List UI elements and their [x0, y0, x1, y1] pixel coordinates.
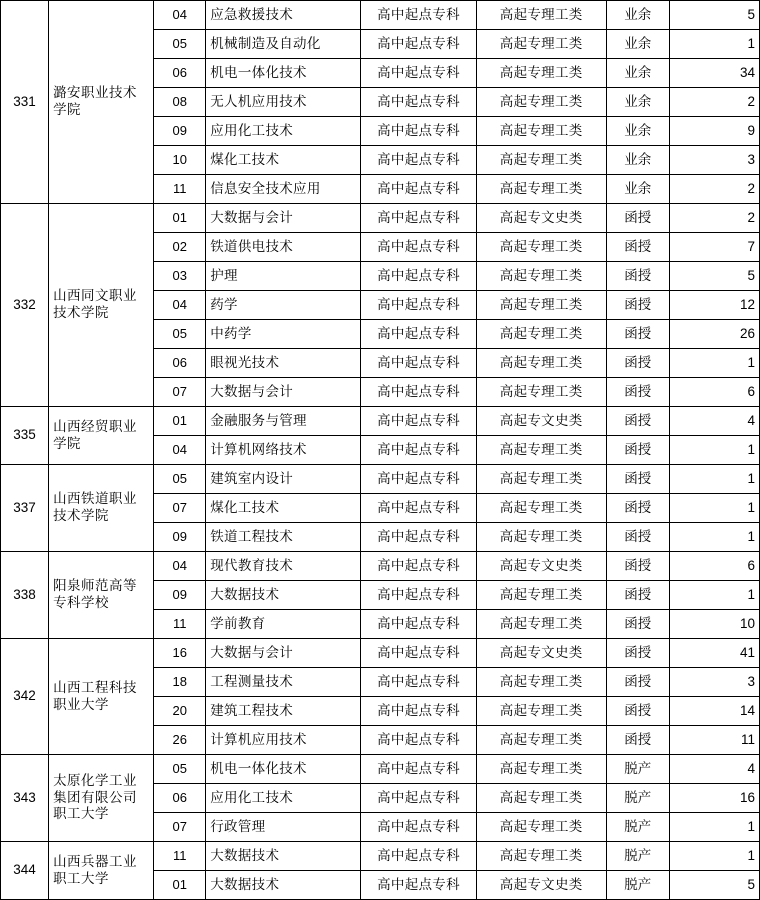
plan-number-cell: 1	[669, 581, 759, 610]
major-name-cell: 眼视光技术	[206, 349, 361, 378]
level-cell: 高中起点专科	[361, 494, 476, 523]
major-name-cell: 铁道工程技术	[206, 523, 361, 552]
major-code-cell: 09	[154, 117, 206, 146]
category-cell: 高起专理工类	[476, 755, 606, 784]
school-name-cell: 潞安职业技术学院	[49, 1, 154, 204]
major-name-cell: 应用化工技术	[206, 117, 361, 146]
study-form-cell: 函授	[606, 552, 669, 581]
table-row	[1, 1, 760, 30]
plan-number-cell: 1	[669, 465, 759, 494]
level-cell: 高中起点专科	[361, 407, 476, 436]
category-cell: 高起专理工类	[476, 668, 606, 697]
category-cell: 高起专文史类	[476, 639, 606, 668]
level-cell: 高中起点专科	[361, 668, 476, 697]
level-cell: 高中起点专科	[361, 552, 476, 581]
major-code-cell: 02	[154, 233, 206, 262]
category-cell: 高起专理工类	[476, 784, 606, 813]
category-cell: 高起专理工类	[476, 59, 606, 88]
major-code-cell: 09	[154, 523, 206, 552]
level-cell: 高中起点专科	[361, 726, 476, 755]
major-code-cell: 09	[154, 581, 206, 610]
level-cell: 高中起点专科	[361, 320, 476, 349]
level-cell: 高中起点专科	[361, 378, 476, 407]
category-cell: 高起专理工类	[476, 30, 606, 59]
category-cell: 高起专理工类	[476, 523, 606, 552]
school-code-cell: 331	[1, 1, 49, 204]
table-row	[1, 842, 760, 871]
major-code-cell: 05	[154, 320, 206, 349]
category-cell: 高起专理工类	[476, 581, 606, 610]
level-cell: 高中起点专科	[361, 262, 476, 291]
major-code-cell: 11	[154, 842, 206, 871]
plan-number-cell: 1	[669, 494, 759, 523]
plan-number-cell: 14	[669, 697, 759, 726]
level-cell: 高中起点专科	[361, 842, 476, 871]
major-code-cell: 26	[154, 726, 206, 755]
study-form-cell: 函授	[606, 639, 669, 668]
major-name-cell: 大数据技术	[206, 842, 361, 871]
table-row	[1, 552, 760, 581]
major-code-cell: 07	[154, 813, 206, 842]
major-code-cell: 06	[154, 784, 206, 813]
major-name-cell: 金融服务与管理	[206, 407, 361, 436]
major-code-cell: 11	[154, 610, 206, 639]
level-cell: 高中起点专科	[361, 291, 476, 320]
major-code-cell: 01	[154, 204, 206, 233]
level-cell: 高中起点专科	[361, 697, 476, 726]
major-code-cell: 07	[154, 378, 206, 407]
major-name-cell: 学前教育	[206, 610, 361, 639]
major-name-cell: 大数据技术	[206, 871, 361, 900]
major-code-cell: 04	[154, 436, 206, 465]
plan-number-cell: 4	[669, 407, 759, 436]
plan-number-cell: 2	[669, 88, 759, 117]
school-code-cell: 343	[1, 755, 49, 842]
study-form-cell: 函授	[606, 726, 669, 755]
level-cell: 高中起点专科	[361, 59, 476, 88]
major-code-cell: 20	[154, 697, 206, 726]
level-cell: 高中起点专科	[361, 523, 476, 552]
study-form-cell: 函授	[606, 378, 669, 407]
study-form-cell: 业余	[606, 175, 669, 204]
major-code-cell: 01	[154, 871, 206, 900]
plan-number-cell: 4	[669, 755, 759, 784]
table-row	[1, 639, 760, 668]
school-name-cell: 阳泉师范高等专科学校	[49, 552, 154, 639]
major-code-cell: 11	[154, 175, 206, 204]
study-form-cell: 函授	[606, 291, 669, 320]
table-row	[1, 204, 760, 233]
major-code-cell: 08	[154, 88, 206, 117]
study-form-cell: 函授	[606, 494, 669, 523]
major-name-cell: 药学	[206, 291, 361, 320]
school-code-cell: 337	[1, 465, 49, 552]
plan-number-cell: 5	[669, 871, 759, 900]
major-code-cell: 04	[154, 291, 206, 320]
study-form-cell: 业余	[606, 59, 669, 88]
major-code-cell: 06	[154, 59, 206, 88]
study-form-cell: 脱产	[606, 871, 669, 900]
plan-number-cell: 10	[669, 610, 759, 639]
study-form-cell: 函授	[606, 233, 669, 262]
level-cell: 高中起点专科	[361, 204, 476, 233]
category-cell: 高起专理工类	[476, 726, 606, 755]
level-cell: 高中起点专科	[361, 610, 476, 639]
plan-number-cell: 1	[669, 523, 759, 552]
study-form-cell: 脱产	[606, 755, 669, 784]
study-form-cell: 业余	[606, 1, 669, 30]
plan-number-cell: 26	[669, 320, 759, 349]
plan-number-cell: 41	[669, 639, 759, 668]
plan-number-cell: 1	[669, 349, 759, 378]
level-cell: 高中起点专科	[361, 175, 476, 204]
major-code-cell: 10	[154, 146, 206, 175]
major-name-cell: 无人机应用技术	[206, 88, 361, 117]
plan-number-cell: 16	[669, 784, 759, 813]
level-cell: 高中起点专科	[361, 30, 476, 59]
category-cell: 高起专理工类	[476, 262, 606, 291]
category-cell: 高起专理工类	[476, 146, 606, 175]
study-form-cell: 业余	[606, 30, 669, 59]
school-code-cell: 338	[1, 552, 49, 639]
major-name-cell: 机械制造及自动化	[206, 30, 361, 59]
level-cell: 高中起点专科	[361, 146, 476, 175]
study-form-cell: 函授	[606, 407, 669, 436]
study-form-cell: 脱产	[606, 784, 669, 813]
plan-number-cell: 1	[669, 842, 759, 871]
level-cell: 高中起点专科	[361, 784, 476, 813]
major-name-cell: 信息安全技术应用	[206, 175, 361, 204]
level-cell: 高中起点专科	[361, 1, 476, 30]
category-cell: 高起专文史类	[476, 871, 606, 900]
category-cell: 高起专文史类	[476, 407, 606, 436]
plan-number-cell: 3	[669, 668, 759, 697]
plan-number-cell: 2	[669, 204, 759, 233]
plan-number-cell: 12	[669, 291, 759, 320]
plan-number-cell: 6	[669, 552, 759, 581]
category-cell: 高起专理工类	[476, 233, 606, 262]
major-code-cell: 16	[154, 639, 206, 668]
category-cell: 高起专理工类	[476, 320, 606, 349]
study-form-cell: 函授	[606, 668, 669, 697]
study-form-cell: 函授	[606, 262, 669, 291]
plan-number-cell: 7	[669, 233, 759, 262]
major-name-cell: 应急救援技术	[206, 1, 361, 30]
category-cell: 高起专理工类	[476, 349, 606, 378]
major-name-cell: 机电一体化技术	[206, 59, 361, 88]
category-cell: 高起专理工类	[476, 436, 606, 465]
level-cell: 高中起点专科	[361, 581, 476, 610]
major-code-cell: 05	[154, 755, 206, 784]
table-row	[1, 465, 760, 494]
major-name-cell: 煤化工技术	[206, 146, 361, 175]
plan-number-cell: 3	[669, 146, 759, 175]
category-cell: 高起专理工类	[476, 842, 606, 871]
level-cell: 高中起点专科	[361, 639, 476, 668]
major-name-cell: 行政管理	[206, 813, 361, 842]
major-name-cell: 大数据技术	[206, 581, 361, 610]
plan-number-cell: 2	[669, 175, 759, 204]
major-name-cell: 工程测量技术	[206, 668, 361, 697]
plan-number-cell: 5	[669, 262, 759, 291]
plan-number-cell: 1	[669, 813, 759, 842]
category-cell: 高起专理工类	[476, 697, 606, 726]
major-code-cell: 03	[154, 262, 206, 291]
level-cell: 高中起点专科	[361, 465, 476, 494]
major-code-cell: 06	[154, 349, 206, 378]
major-name-cell: 机电一体化技术	[206, 755, 361, 784]
school-name-cell: 太原化学工业集团有限公司职工大学	[49, 755, 154, 842]
major-name-cell: 应用化工技术	[206, 784, 361, 813]
level-cell: 高中起点专科	[361, 436, 476, 465]
major-name-cell: 大数据与会计	[206, 204, 361, 233]
major-name-cell: 建筑室内设计	[206, 465, 361, 494]
school-name-cell: 山西兵器工业职工大学	[49, 842, 154, 900]
major-name-cell: 煤化工技术	[206, 494, 361, 523]
major-code-cell: 05	[154, 465, 206, 494]
category-cell: 高起专理工类	[476, 378, 606, 407]
major-code-cell: 04	[154, 552, 206, 581]
major-name-cell: 大数据与会计	[206, 378, 361, 407]
category-cell: 高起专理工类	[476, 813, 606, 842]
category-cell: 高起专理工类	[476, 175, 606, 204]
school-code-cell: 344	[1, 842, 49, 900]
school-code-cell: 342	[1, 639, 49, 755]
study-form-cell: 函授	[606, 610, 669, 639]
category-cell: 高起专理工类	[476, 465, 606, 494]
study-form-cell: 函授	[606, 581, 669, 610]
plan-number-cell: 1	[669, 30, 759, 59]
major-name-cell: 计算机网络技术	[206, 436, 361, 465]
school-name-cell: 山西工程科技职业大学	[49, 639, 154, 755]
category-cell: 高起专理工类	[476, 494, 606, 523]
level-cell: 高中起点专科	[361, 755, 476, 784]
category-cell: 高起专理工类	[476, 610, 606, 639]
study-form-cell: 函授	[606, 349, 669, 378]
major-name-cell: 大数据与会计	[206, 639, 361, 668]
plan-number-cell: 6	[669, 378, 759, 407]
study-form-cell: 业余	[606, 88, 669, 117]
level-cell: 高中起点专科	[361, 871, 476, 900]
category-cell: 高起专理工类	[476, 117, 606, 146]
major-code-cell: 05	[154, 30, 206, 59]
level-cell: 高中起点专科	[361, 233, 476, 262]
major-name-cell: 建筑工程技术	[206, 697, 361, 726]
plan-number-cell: 11	[669, 726, 759, 755]
plan-number-cell: 1	[669, 436, 759, 465]
category-cell: 高起专理工类	[476, 291, 606, 320]
study-form-cell: 函授	[606, 436, 669, 465]
school-code-cell: 332	[1, 204, 49, 407]
major-code-cell: 18	[154, 668, 206, 697]
study-form-cell: 函授	[606, 465, 669, 494]
school-name-cell: 山西铁道职业技术学院	[49, 465, 154, 552]
study-form-cell: 脱产	[606, 813, 669, 842]
major-code-cell: 01	[154, 407, 206, 436]
level-cell: 高中起点专科	[361, 117, 476, 146]
major-code-cell: 04	[154, 1, 206, 30]
study-form-cell: 脱产	[606, 842, 669, 871]
study-form-cell: 业余	[606, 146, 669, 175]
level-cell: 高中起点专科	[361, 88, 476, 117]
study-form-cell: 函授	[606, 523, 669, 552]
school-name-cell: 山西同文职业技术学院	[49, 204, 154, 407]
plan-number-cell: 34	[669, 59, 759, 88]
plan-number-cell: 9	[669, 117, 759, 146]
level-cell: 高中起点专科	[361, 349, 476, 378]
major-code-cell: 07	[154, 494, 206, 523]
table-row	[1, 755, 760, 784]
study-form-cell: 函授	[606, 697, 669, 726]
major-name-cell: 护理	[206, 262, 361, 291]
level-cell: 高中起点专科	[361, 813, 476, 842]
study-form-cell: 函授	[606, 320, 669, 349]
study-form-cell: 函授	[606, 204, 669, 233]
category-cell: 高起专文史类	[476, 204, 606, 233]
major-name-cell: 铁道供电技术	[206, 233, 361, 262]
school-code-cell: 335	[1, 407, 49, 465]
table-row	[1, 407, 760, 436]
school-name-cell: 山西经贸职业学院	[49, 407, 154, 465]
major-name-cell: 现代教育技术	[206, 552, 361, 581]
major-name-cell: 计算机应用技术	[206, 726, 361, 755]
category-cell: 高起专文史类	[476, 552, 606, 581]
study-form-cell: 业余	[606, 117, 669, 146]
plan-number-cell: 5	[669, 1, 759, 30]
category-cell: 高起专理工类	[476, 1, 606, 30]
major-name-cell: 中药学	[206, 320, 361, 349]
category-cell: 高起专理工类	[476, 88, 606, 117]
